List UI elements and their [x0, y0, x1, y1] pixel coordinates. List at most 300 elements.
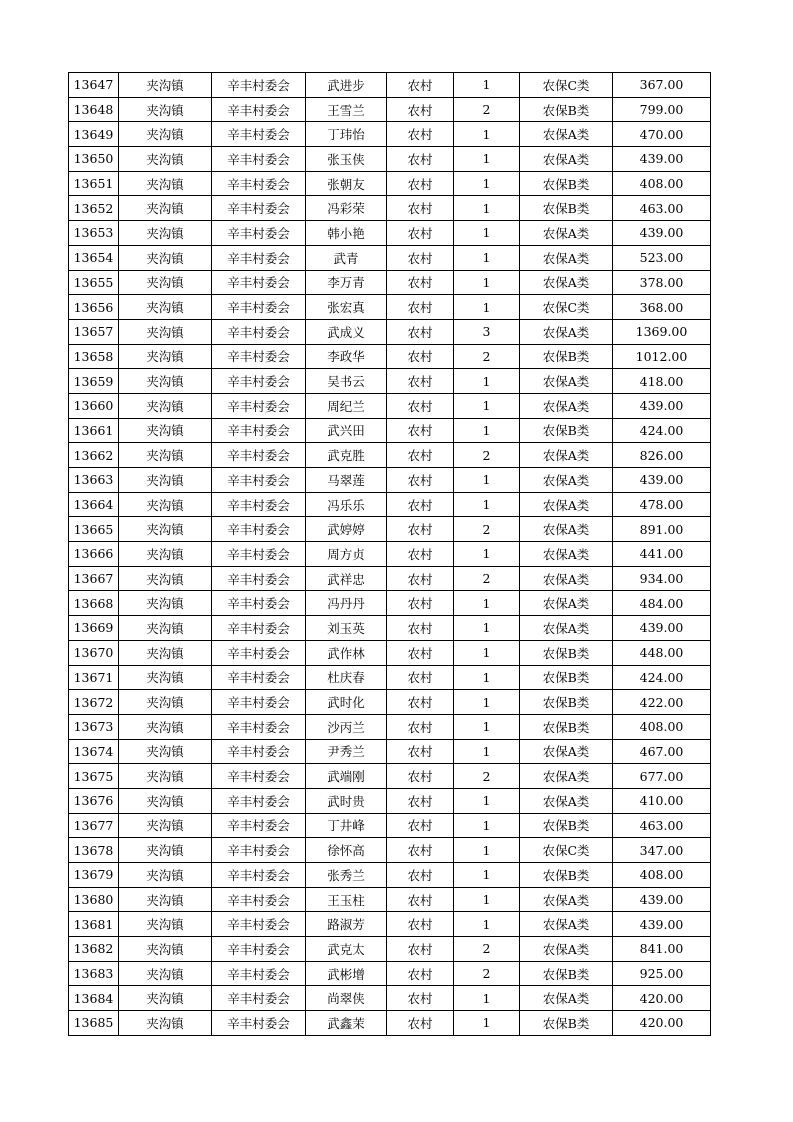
household-size-cell: 1	[454, 986, 520, 1011]
name-cell: 李政华	[306, 344, 387, 369]
household-size-cell: 1	[454, 492, 520, 517]
village-cell: 辛丰村委会	[212, 517, 306, 542]
insurance-category-cell: 农保C类	[520, 73, 613, 98]
serial-number-cell: 13663	[69, 468, 119, 493]
area-type-cell: 农村	[387, 97, 454, 122]
name-cell: 吴书云	[306, 369, 387, 394]
amount-cell: 439.00	[613, 393, 711, 418]
household-size-cell: 1	[454, 690, 520, 715]
village-cell: 辛丰村委会	[212, 122, 306, 147]
household-size-cell: 1	[454, 887, 520, 912]
village-cell: 辛丰村委会	[212, 270, 306, 295]
insurance-category-cell: 农保B类	[520, 863, 613, 888]
name-cell: 周方贞	[306, 542, 387, 567]
household-size-cell: 1	[454, 788, 520, 813]
household-size-cell: 1	[454, 912, 520, 937]
town-cell: 夹沟镇	[119, 542, 212, 567]
area-type-cell: 农村	[387, 344, 454, 369]
insurance-category-cell: 农保B类	[520, 97, 613, 122]
area-type-cell: 农村	[387, 295, 454, 320]
village-cell: 辛丰村委会	[212, 912, 306, 937]
town-cell: 夹沟镇	[119, 270, 212, 295]
town-cell: 夹沟镇	[119, 887, 212, 912]
town-cell: 夹沟镇	[119, 295, 212, 320]
area-type-cell: 农村	[387, 443, 454, 468]
amount-cell: 934.00	[613, 566, 711, 591]
town-cell: 夹沟镇	[119, 147, 212, 172]
village-cell: 辛丰村委会	[212, 196, 306, 221]
area-type-cell: 农村	[387, 171, 454, 196]
household-size-cell: 2	[454, 97, 520, 122]
amount-cell: 891.00	[613, 517, 711, 542]
village-cell: 辛丰村委会	[212, 640, 306, 665]
table-row	[69, 196, 711, 221]
area-type-cell: 农村	[387, 468, 454, 493]
amount-cell: 439.00	[613, 147, 711, 172]
household-size-cell: 1	[454, 73, 520, 98]
town-cell: 夹沟镇	[119, 937, 212, 962]
town-cell: 夹沟镇	[119, 517, 212, 542]
table-row	[69, 418, 711, 443]
household-size-cell: 2	[454, 344, 520, 369]
amount-cell: 1369.00	[613, 319, 711, 344]
town-cell: 夹沟镇	[119, 418, 212, 443]
town-cell: 夹沟镇	[119, 912, 212, 937]
village-cell: 辛丰村委会	[212, 764, 306, 789]
serial-number-cell: 13648	[69, 97, 119, 122]
town-cell: 夹沟镇	[119, 393, 212, 418]
village-cell: 辛丰村委会	[212, 937, 306, 962]
area-type-cell: 农村	[387, 863, 454, 888]
amount-cell: 424.00	[613, 665, 711, 690]
town-cell: 夹沟镇	[119, 492, 212, 517]
village-cell: 辛丰村委会	[212, 171, 306, 196]
table-row	[69, 665, 711, 690]
village-cell: 辛丰村委会	[212, 863, 306, 888]
name-cell: 武作林	[306, 640, 387, 665]
amount-cell: 925.00	[613, 961, 711, 986]
amount-cell: 439.00	[613, 221, 711, 246]
area-type-cell: 农村	[387, 542, 454, 567]
amount-cell: 439.00	[613, 616, 711, 641]
village-cell: 辛丰村委会	[212, 369, 306, 394]
amount-cell: 826.00	[613, 443, 711, 468]
amount-cell: 463.00	[613, 813, 711, 838]
serial-number-cell: 13650	[69, 147, 119, 172]
insurance-category-cell: 农保A类	[520, 319, 613, 344]
household-size-cell: 3	[454, 319, 520, 344]
insurance-category-cell: 农保A类	[520, 887, 613, 912]
town-cell: 夹沟镇	[119, 690, 212, 715]
name-cell: 尚翠侠	[306, 986, 387, 1011]
serial-number-cell: 13668	[69, 591, 119, 616]
serial-number-cell: 13679	[69, 863, 119, 888]
insurance-category-cell: 农保A类	[520, 616, 613, 641]
town-cell: 夹沟镇	[119, 221, 212, 246]
name-cell: 李万青	[306, 270, 387, 295]
insurance-category-cell: 农保C类	[520, 838, 613, 863]
serial-number-cell: 13655	[69, 270, 119, 295]
name-cell: 武克胜	[306, 443, 387, 468]
table-row	[69, 171, 711, 196]
serial-number-cell: 13670	[69, 640, 119, 665]
insurance-category-cell: 农保A类	[520, 270, 613, 295]
insurance-category-cell: 农保B类	[520, 418, 613, 443]
serial-number-cell: 13657	[69, 319, 119, 344]
serial-number-cell: 13656	[69, 295, 119, 320]
insurance-category-cell: 农保B类	[520, 665, 613, 690]
serial-number-cell: 13677	[69, 813, 119, 838]
serial-number-cell: 13651	[69, 171, 119, 196]
area-type-cell: 农村	[387, 961, 454, 986]
amount-cell: 484.00	[613, 591, 711, 616]
amount-cell: 677.00	[613, 764, 711, 789]
household-size-cell: 2	[454, 566, 520, 591]
village-cell: 辛丰村委会	[212, 147, 306, 172]
table-row	[69, 764, 711, 789]
village-cell: 辛丰村委会	[212, 492, 306, 517]
name-cell: 张朝友	[306, 171, 387, 196]
town-cell: 夹沟镇	[119, 714, 212, 739]
table-row	[69, 591, 711, 616]
name-cell: 武成义	[306, 319, 387, 344]
amount-cell: 439.00	[613, 468, 711, 493]
insurance-category-cell: 农保A类	[520, 393, 613, 418]
serial-number-cell: 13658	[69, 344, 119, 369]
village-cell: 辛丰村委会	[212, 838, 306, 863]
area-type-cell: 农村	[387, 591, 454, 616]
table-row	[69, 1011, 711, 1036]
amount-cell: 347.00	[613, 838, 711, 863]
serial-number-cell: 13661	[69, 418, 119, 443]
table-row	[69, 344, 711, 369]
area-type-cell: 农村	[387, 788, 454, 813]
name-cell: 武端刚	[306, 764, 387, 789]
table-row	[69, 838, 711, 863]
area-type-cell: 农村	[387, 122, 454, 147]
area-type-cell: 农村	[387, 640, 454, 665]
amount-cell: 368.00	[613, 295, 711, 320]
serial-number-cell: 13681	[69, 912, 119, 937]
name-cell: 武时贵	[306, 788, 387, 813]
amount-cell: 378.00	[613, 270, 711, 295]
table-row	[69, 245, 711, 270]
serial-number-cell: 13654	[69, 245, 119, 270]
town-cell: 夹沟镇	[119, 986, 212, 1011]
assistance-table	[68, 72, 711, 1036]
table-row	[69, 690, 711, 715]
amount-cell: 1012.00	[613, 344, 711, 369]
amount-cell: 420.00	[613, 986, 711, 1011]
serial-number-cell: 13666	[69, 542, 119, 567]
village-cell: 辛丰村委会	[212, 319, 306, 344]
village-cell: 辛丰村委会	[212, 418, 306, 443]
table-body	[69, 73, 711, 1036]
table-row	[69, 739, 711, 764]
town-cell: 夹沟镇	[119, 961, 212, 986]
village-cell: 辛丰村委会	[212, 393, 306, 418]
serial-number-cell: 13653	[69, 221, 119, 246]
serial-number-cell: 13683	[69, 961, 119, 986]
serial-number-cell: 13672	[69, 690, 119, 715]
insurance-category-cell: 农保A类	[520, 937, 613, 962]
name-cell: 武时化	[306, 690, 387, 715]
insurance-category-cell: 农保B类	[520, 171, 613, 196]
serial-number-cell: 13669	[69, 616, 119, 641]
serial-number-cell: 13685	[69, 1011, 119, 1036]
area-type-cell: 农村	[387, 566, 454, 591]
serial-number-cell: 13665	[69, 517, 119, 542]
amount-cell: 439.00	[613, 912, 711, 937]
village-cell: 辛丰村委会	[212, 591, 306, 616]
household-size-cell: 2	[454, 443, 520, 468]
insurance-category-cell: 农保A类	[520, 147, 613, 172]
town-cell: 夹沟镇	[119, 838, 212, 863]
town-cell: 夹沟镇	[119, 788, 212, 813]
insurance-category-cell: 农保B类	[520, 196, 613, 221]
name-cell: 冯彩荣	[306, 196, 387, 221]
area-type-cell: 农村	[387, 517, 454, 542]
table-row	[69, 912, 711, 937]
household-size-cell: 1	[454, 714, 520, 739]
town-cell: 夹沟镇	[119, 319, 212, 344]
amount-cell: 410.00	[613, 788, 711, 813]
village-cell: 辛丰村委会	[212, 739, 306, 764]
table-row	[69, 961, 711, 986]
serial-number-cell: 13674	[69, 739, 119, 764]
table-row	[69, 517, 711, 542]
insurance-category-cell: 农保B类	[520, 961, 613, 986]
household-size-cell: 1	[454, 196, 520, 221]
table-row	[69, 270, 711, 295]
name-cell: 尹秀兰	[306, 739, 387, 764]
town-cell: 夹沟镇	[119, 468, 212, 493]
village-cell: 辛丰村委会	[212, 887, 306, 912]
household-size-cell: 1	[454, 739, 520, 764]
town-cell: 夹沟镇	[119, 665, 212, 690]
household-size-cell: 1	[454, 369, 520, 394]
town-cell: 夹沟镇	[119, 739, 212, 764]
town-cell: 夹沟镇	[119, 443, 212, 468]
household-size-cell: 1	[454, 221, 520, 246]
insurance-category-cell: 农保A类	[520, 443, 613, 468]
town-cell: 夹沟镇	[119, 640, 212, 665]
household-size-cell: 1	[454, 245, 520, 270]
name-cell: 韩小艳	[306, 221, 387, 246]
amount-cell: 799.00	[613, 97, 711, 122]
name-cell: 冯丹丹	[306, 591, 387, 616]
insurance-category-cell: 农保A类	[520, 912, 613, 937]
amount-cell: 367.00	[613, 73, 711, 98]
name-cell: 武彬增	[306, 961, 387, 986]
amount-cell: 420.00	[613, 1011, 711, 1036]
name-cell: 张玉侠	[306, 147, 387, 172]
town-cell: 夹沟镇	[119, 245, 212, 270]
village-cell: 辛丰村委会	[212, 468, 306, 493]
table-row	[69, 319, 711, 344]
table-row	[69, 788, 711, 813]
serial-number-cell: 13676	[69, 788, 119, 813]
amount-cell: 439.00	[613, 887, 711, 912]
table-row	[69, 221, 711, 246]
household-size-cell: 1	[454, 813, 520, 838]
name-cell: 丁井峰	[306, 813, 387, 838]
area-type-cell: 农村	[387, 221, 454, 246]
village-cell: 辛丰村委会	[212, 690, 306, 715]
insurance-category-cell: 农保A类	[520, 492, 613, 517]
village-cell: 辛丰村委会	[212, 97, 306, 122]
amount-cell: 523.00	[613, 245, 711, 270]
insurance-category-cell: 农保B类	[520, 714, 613, 739]
area-type-cell: 农村	[387, 73, 454, 98]
household-size-cell: 1	[454, 591, 520, 616]
insurance-category-cell: 农保C类	[520, 295, 613, 320]
village-cell: 辛丰村委会	[212, 813, 306, 838]
area-type-cell: 农村	[387, 665, 454, 690]
insurance-category-cell: 农保A类	[520, 245, 613, 270]
town-cell: 夹沟镇	[119, 122, 212, 147]
area-type-cell: 农村	[387, 1011, 454, 1036]
household-size-cell: 1	[454, 270, 520, 295]
town-cell: 夹沟镇	[119, 171, 212, 196]
household-size-cell: 1	[454, 171, 520, 196]
area-type-cell: 农村	[387, 813, 454, 838]
name-cell: 冯乐乐	[306, 492, 387, 517]
amount-cell: 448.00	[613, 640, 711, 665]
household-size-cell: 1	[454, 1011, 520, 1036]
insurance-category-cell: 农保A类	[520, 788, 613, 813]
name-cell: 武克太	[306, 937, 387, 962]
household-size-cell: 1	[454, 468, 520, 493]
name-cell: 武兴田	[306, 418, 387, 443]
area-type-cell: 农村	[387, 887, 454, 912]
area-type-cell: 农村	[387, 418, 454, 443]
household-size-cell: 1	[454, 147, 520, 172]
amount-cell: 463.00	[613, 196, 711, 221]
name-cell: 王雪兰	[306, 97, 387, 122]
town-cell: 夹沟镇	[119, 369, 212, 394]
village-cell: 辛丰村委会	[212, 344, 306, 369]
insurance-category-cell: 农保A类	[520, 221, 613, 246]
village-cell: 辛丰村委会	[212, 665, 306, 690]
area-type-cell: 农村	[387, 369, 454, 394]
amount-cell: 470.00	[613, 122, 711, 147]
insurance-category-cell: 农保B类	[520, 1011, 613, 1036]
table-row	[69, 97, 711, 122]
area-type-cell: 农村	[387, 147, 454, 172]
town-cell: 夹沟镇	[119, 73, 212, 98]
serial-number-cell: 13659	[69, 369, 119, 394]
insurance-category-cell: 农保A类	[520, 122, 613, 147]
village-cell: 辛丰村委会	[212, 788, 306, 813]
town-cell: 夹沟镇	[119, 196, 212, 221]
serial-number-cell: 13680	[69, 887, 119, 912]
serial-number-cell: 13662	[69, 443, 119, 468]
name-cell: 沙丙兰	[306, 714, 387, 739]
serial-number-cell: 13673	[69, 714, 119, 739]
insurance-category-cell: 农保A类	[520, 517, 613, 542]
name-cell: 武婷婷	[306, 517, 387, 542]
name-cell: 王玉柱	[306, 887, 387, 912]
area-type-cell: 农村	[387, 986, 454, 1011]
serial-number-cell: 13671	[69, 665, 119, 690]
household-size-cell: 1	[454, 665, 520, 690]
amount-cell: 841.00	[613, 937, 711, 962]
amount-cell: 422.00	[613, 690, 711, 715]
area-type-cell: 农村	[387, 245, 454, 270]
household-size-cell: 2	[454, 517, 520, 542]
name-cell: 刘玉英	[306, 616, 387, 641]
town-cell: 夹沟镇	[119, 97, 212, 122]
table-row	[69, 468, 711, 493]
area-type-cell: 农村	[387, 714, 454, 739]
village-cell: 辛丰村委会	[212, 961, 306, 986]
area-type-cell: 农村	[387, 492, 454, 517]
serial-number-cell: 13682	[69, 937, 119, 962]
household-size-cell: 2	[454, 937, 520, 962]
household-size-cell: 1	[454, 295, 520, 320]
name-cell: 武青	[306, 245, 387, 270]
insurance-category-cell: 农保A类	[520, 542, 613, 567]
table-row	[69, 492, 711, 517]
name-cell: 徐怀高	[306, 838, 387, 863]
insurance-category-cell: 农保B类	[520, 640, 613, 665]
amount-cell: 478.00	[613, 492, 711, 517]
serial-number-cell: 13660	[69, 393, 119, 418]
table-row	[69, 542, 711, 567]
area-type-cell: 农村	[387, 393, 454, 418]
household-size-cell: 1	[454, 616, 520, 641]
town-cell: 夹沟镇	[119, 616, 212, 641]
household-size-cell: 1	[454, 838, 520, 863]
name-cell: 丁玮怡	[306, 122, 387, 147]
table-row	[69, 147, 711, 172]
table-row	[69, 73, 711, 98]
village-cell: 辛丰村委会	[212, 295, 306, 320]
village-cell: 辛丰村委会	[212, 714, 306, 739]
area-type-cell: 农村	[387, 838, 454, 863]
serial-number-cell: 13649	[69, 122, 119, 147]
table-row	[69, 714, 711, 739]
amount-cell: 408.00	[613, 171, 711, 196]
serial-number-cell: 13678	[69, 838, 119, 863]
name-cell: 武鑫茉	[306, 1011, 387, 1036]
household-size-cell: 1	[454, 542, 520, 567]
village-cell: 辛丰村委会	[212, 616, 306, 641]
area-type-cell: 农村	[387, 764, 454, 789]
town-cell: 夹沟镇	[119, 863, 212, 888]
table-row	[69, 369, 711, 394]
serial-number-cell: 13675	[69, 764, 119, 789]
insurance-category-cell: 农保A类	[520, 566, 613, 591]
insurance-category-cell: 农保A类	[520, 739, 613, 764]
amount-cell: 418.00	[613, 369, 711, 394]
insurance-category-cell: 农保B类	[520, 813, 613, 838]
household-size-cell: 1	[454, 640, 520, 665]
village-cell: 辛丰村委会	[212, 245, 306, 270]
table-row	[69, 863, 711, 888]
town-cell: 夹沟镇	[119, 813, 212, 838]
name-cell: 马翠莲	[306, 468, 387, 493]
area-type-cell: 农村	[387, 319, 454, 344]
table-row	[69, 443, 711, 468]
area-type-cell: 农村	[387, 270, 454, 295]
amount-cell: 408.00	[613, 714, 711, 739]
insurance-category-cell: 农保A类	[520, 591, 613, 616]
name-cell: 武进步	[306, 73, 387, 98]
town-cell: 夹沟镇	[119, 591, 212, 616]
name-cell: 杜庆春	[306, 665, 387, 690]
